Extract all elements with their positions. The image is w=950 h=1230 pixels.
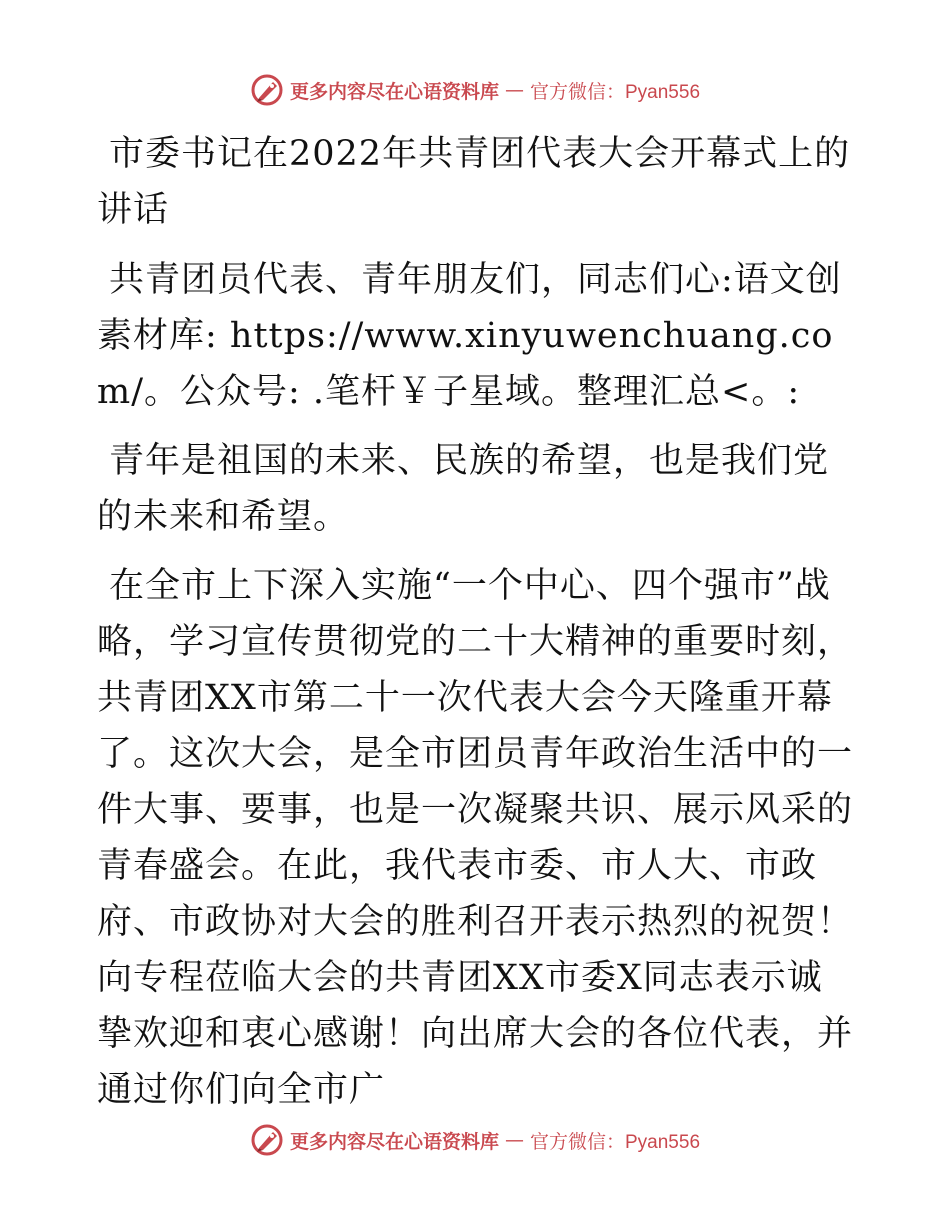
pen-logo-icon — [250, 73, 284, 107]
header-banner-inner — [250, 73, 700, 107]
banner-wechat: 官方微信：Pyan556 — [530, 1131, 701, 1153]
footer-banner-inner — [250, 1123, 700, 1157]
document-body — [97, 126, 857, 1131]
document-title: 市委书记在2022年共青团代表大会开幕式上的讲话 — [97, 134, 851, 230]
paragraph-main: 在全市上下深入实施“一个中心、四个强市”战略，学习宣传贯彻党的二十大精神的重要时刻，共青团XX市第二十一次代表大会今天隆重开幕了。这次大会，是全市团员青年政治生活中的一件大事、要事，也是一次凝聚共识、展示风采的青春盛会。在此，我代表市委、市人大、市政府、市政协对大会的胜利召开表示热烈的祝贺！向专程莅临大会的共青团XX市委X同志表示诚挚欢迎和衷心感谢！向出席大会的各位代表，并通过你们向全市广 — [97, 566, 854, 1110]
pen-logo-icon — [250, 1123, 284, 1157]
paragraph-salutation: 共青团员代表、青年朋友们，同志们心:语文创素材库: https://www.xinyuwenchuang.com/。公众号: .笔杆￥子星域。整理汇总<。: — [97, 260, 842, 412]
banner-separator: — — [505, 79, 524, 101]
banner-text: 更多内容尽在心语资料库 — [289, 1130, 499, 1153]
header-watermark-banner — [0, 70, 950, 110]
banner-separator: — — [505, 1129, 524, 1151]
footer-watermark-banner — [0, 1120, 950, 1160]
paragraph-youth: 青年是祖国的未来、民族的希望，也是我们党的未来和希望。 — [97, 441, 830, 537]
banner-wechat: 官方微信：Pyan556 — [530, 81, 701, 103]
banner-text: 更多内容尽在心语资料库 — [289, 80, 499, 103]
